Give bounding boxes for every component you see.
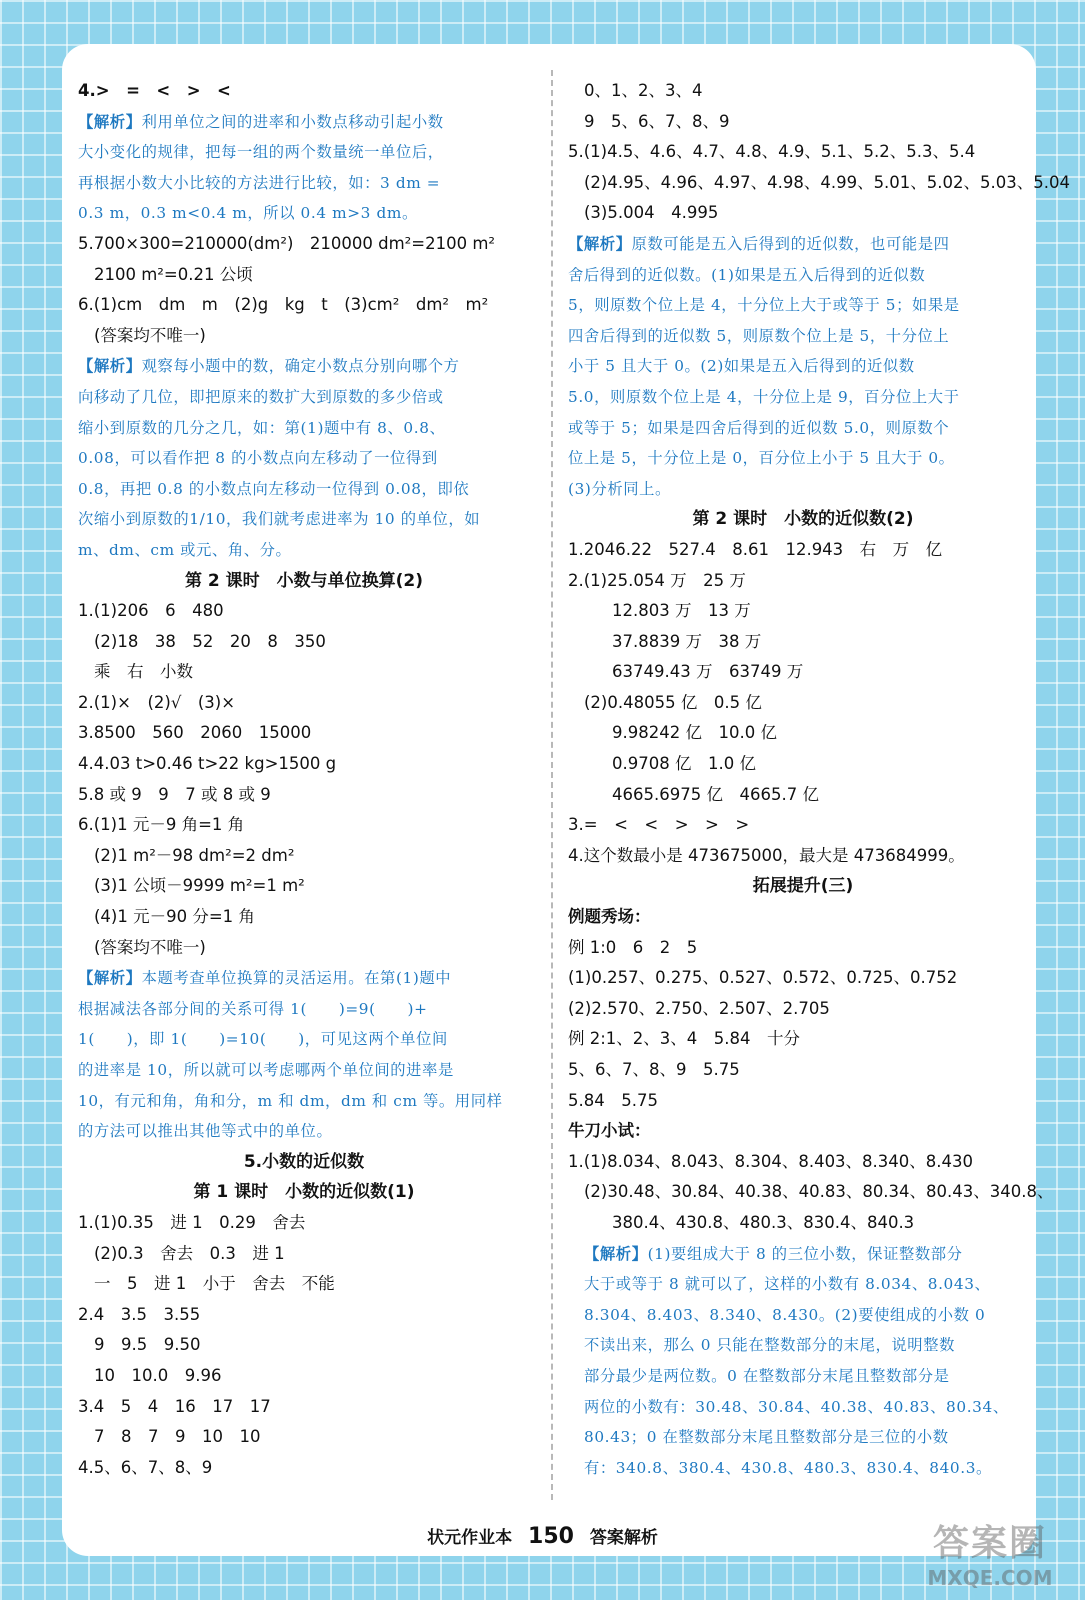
analysis-tag: 【解析】 bbox=[78, 969, 142, 988]
line-text: (答案均不唯一) bbox=[94, 325, 206, 345]
left-line bbox=[78, 198, 530, 229]
line-text: 大小变化的规律，把每一组的两个数量统一单位后， bbox=[78, 143, 444, 162]
line-text: (1)要组成大于 8 的三位小数，保证整数部分 bbox=[647, 1244, 963, 1263]
line-text: (2)18 38 52 20 8 350 bbox=[94, 631, 326, 651]
right-line bbox=[568, 1392, 1038, 1423]
watermark-logo-text: 答案圈 bbox=[932, 1523, 1047, 1564]
column-divider bbox=[551, 70, 553, 1500]
left-line bbox=[78, 933, 530, 964]
analysis-tag: 【解析】 bbox=[584, 1244, 648, 1263]
line-text: 10 10.0 9.96 bbox=[94, 1365, 222, 1385]
left-line bbox=[78, 841, 530, 872]
line-text: 4665.6975 亿 4665.7 亿 bbox=[612, 784, 819, 804]
left-line bbox=[78, 688, 530, 719]
line-text: 牛刀小试： bbox=[568, 1121, 651, 1141]
line-text: (2)0.48055 亿 0.5 亿 bbox=[584, 692, 762, 712]
left-line bbox=[78, 1055, 530, 1086]
left-line bbox=[78, 229, 530, 260]
left-line bbox=[78, 107, 530, 138]
left-line bbox=[78, 76, 530, 107]
right-line bbox=[568, 229, 1038, 260]
right-line bbox=[568, 351, 1038, 382]
line-text: 12.803 万 13 万 bbox=[612, 601, 751, 621]
line-text: 位上是 5，十分位上是 0，百分位上小于 5 且大于 0。 bbox=[568, 449, 955, 468]
line-text: (2)0.3 舍去 0.3 进 1 bbox=[94, 1243, 285, 1263]
right-line bbox=[568, 749, 1038, 780]
left-line bbox=[78, 474, 530, 505]
line-text: 部分最少是两位数。0 在整数部分末尾且整数部分是 bbox=[584, 1366, 950, 1385]
right-line bbox=[568, 1300, 1038, 1331]
line-text: (3)分析同上。 bbox=[568, 479, 671, 498]
left-line bbox=[78, 902, 530, 933]
right-line bbox=[568, 1361, 1038, 1392]
line-text: 向移动了几位，即把原来的数扩大到原数的多少倍或 bbox=[78, 387, 444, 406]
left-line bbox=[78, 1086, 530, 1117]
line-text: 例 1:0 6 2 5 bbox=[568, 937, 698, 957]
line-text: 4.4.03 t>0.46 t>22 kg>1500 g bbox=[78, 754, 337, 774]
left-line bbox=[78, 627, 530, 658]
left-line bbox=[78, 1208, 530, 1239]
left-line bbox=[78, 1453, 530, 1484]
line-text: 5、6、7、8、9 5.75 bbox=[568, 1060, 740, 1079]
left-line bbox=[78, 413, 530, 444]
left-line bbox=[78, 1361, 530, 1392]
right-line bbox=[568, 1422, 1038, 1453]
line-text: (2)4.95、4.96、4.97、4.98、4.99、5.01、5.02、5.03、5.04 bbox=[584, 172, 1071, 192]
left-line bbox=[78, 657, 530, 688]
line-text: 次缩小到原数的1/10，我们就考虑进率为 10 的单位，如 bbox=[78, 510, 481, 529]
left-line bbox=[78, 1392, 530, 1423]
line-text: 0、1、2、3、4 bbox=[584, 81, 703, 100]
left-line bbox=[78, 1422, 530, 1453]
line-text: (2)1 m²－98 dm²=2 dm² bbox=[94, 845, 295, 865]
line-text: 或等于 5；如果是四舍后得到的近似数 5.0，则原数个 bbox=[568, 418, 950, 437]
right-line bbox=[568, 1024, 1038, 1055]
line-text: 5，则原数个位上是 4，十分位上大于或等于 5；如果是 bbox=[568, 296, 960, 315]
line-text: 小于 5 且大于 0。(2)如果是五入后得到的近似数 bbox=[568, 357, 915, 376]
line-text: 2100 m²=0.21 公顷 bbox=[94, 264, 253, 284]
line-text: (3)1 公顷－9999 m²=1 m² bbox=[94, 876, 305, 896]
line-text: 本题考查单位换算的灵活运用。在第(1)题中 bbox=[141, 969, 452, 988]
line-text: 5.700×300=210000(dm²) 210000 dm²=2100 m² bbox=[78, 233, 496, 253]
line-text: 9 9.5 9.50 bbox=[94, 1335, 201, 1355]
right-line bbox=[568, 933, 1038, 964]
right-line bbox=[568, 443, 1038, 474]
line-text: m、dm、cm 或元、角、分。 bbox=[78, 540, 292, 559]
line-text: 大于或等于 8 就可以了，这样的小数有 8.034、8.043、 bbox=[584, 1275, 991, 1294]
line-text: 380.4、430.8、480.3、830.4、840.3 bbox=[612, 1212, 915, 1232]
right-line bbox=[568, 504, 1038, 535]
right-line bbox=[568, 198, 1038, 229]
line-text: 1.(1)0.35 进 1 0.29 舍去 bbox=[78, 1212, 306, 1232]
line-text: (3)5.004 4.995 bbox=[584, 203, 719, 223]
right-line bbox=[568, 474, 1038, 505]
line-text: 第 1 课时 小数的近似数(1) bbox=[193, 1182, 415, 1203]
line-text: 2.(1)25.054 万 25 万 bbox=[568, 570, 746, 590]
left-line bbox=[78, 168, 530, 199]
right-line bbox=[568, 1269, 1038, 1300]
left-line bbox=[78, 963, 530, 994]
left-line bbox=[78, 443, 530, 474]
right-line bbox=[568, 1453, 1038, 1484]
line-text: 6.(1)cm dm m (2)g kg t (3)cm² dm² m² bbox=[78, 295, 489, 315]
left-line bbox=[78, 810, 530, 841]
right-line bbox=[568, 718, 1038, 749]
line-text: (2)2.570、2.750、2.507、2.705 bbox=[568, 998, 830, 1018]
line-text: 5.0，则原数个位上是 4，十分位上是 9，百分位上大于 bbox=[568, 387, 960, 406]
right-line bbox=[568, 137, 1038, 168]
right-line bbox=[568, 596, 1038, 627]
right-line bbox=[568, 902, 1038, 933]
line-text: 的进率是 10，所以就可以考虑哪两个单位间的进率是 bbox=[78, 1061, 454, 1079]
line-text: 4.5、6、7、8、9 bbox=[78, 1457, 213, 1477]
left-line bbox=[78, 1269, 530, 1300]
line-text: 例题秀场： bbox=[568, 907, 651, 927]
line-text: 5.小数的近似数 bbox=[243, 1151, 365, 1172]
line-text: 4.> = < > < bbox=[78, 81, 231, 100]
right-line bbox=[568, 382, 1038, 413]
line-text: 拓展提升(三) bbox=[752, 876, 854, 897]
line-text: 3.4 5 4 16 17 17 bbox=[78, 1396, 271, 1416]
right-line bbox=[568, 76, 1038, 107]
right-line bbox=[568, 535, 1038, 566]
right-line bbox=[568, 1208, 1038, 1239]
line-text: 根据减法各部分间的关系可得 1( )=9( )+ bbox=[78, 999, 428, 1018]
left-line bbox=[78, 137, 530, 168]
line-text: 9.98242 亿 10.0 亿 bbox=[612, 723, 777, 743]
line-text: 0.3 m，0.3 m<0.4 m，所以 0.4 m>3 dm。 bbox=[78, 204, 418, 223]
left-line bbox=[78, 994, 530, 1025]
left-line bbox=[78, 1330, 530, 1361]
line-text: 8.304、8.403、8.340、8.430。(2)要使组成的小数 0 bbox=[584, 1305, 986, 1324]
line-text: 利用单位之间的进率和小数点移动引起小数 bbox=[141, 112, 444, 131]
left-line bbox=[78, 1300, 530, 1331]
line-text: (答案均不唯一) bbox=[94, 937, 206, 957]
left-column bbox=[78, 76, 530, 1483]
line-text: (4)1 元－90 分=1 角 bbox=[94, 907, 255, 927]
line-text: 1( )，即 1( )=10( )，可见这两个单位间 bbox=[78, 1030, 448, 1049]
line-text: 原数可能是五入后得到的近似数，也可能是四 bbox=[631, 234, 950, 253]
right-line bbox=[568, 1116, 1038, 1147]
left-line bbox=[78, 1177, 530, 1208]
left-line bbox=[78, 1024, 530, 1055]
right-line bbox=[568, 1055, 1038, 1086]
line-text: 观察每小题中的数，确定小数点分别向哪个方 bbox=[141, 357, 460, 376]
analysis-tag: 【解析】 bbox=[568, 234, 632, 253]
line-text: 80.43；0 在整数部分末尾且整数部分是三位的小数 bbox=[584, 1428, 949, 1447]
line-text: 四舍后得到的近似数 5，则原数个位上是 5，十分位上 bbox=[568, 326, 950, 345]
right-line bbox=[568, 994, 1038, 1025]
left-line bbox=[78, 566, 530, 597]
line-text: 10，有元和角，角和分，m 和 dm，dm 和 cm 等。用同样 bbox=[78, 1091, 503, 1110]
line-text: 第 2 课时 小数的近似数(2) bbox=[692, 509, 914, 530]
right-line bbox=[568, 413, 1038, 444]
left-line bbox=[78, 749, 530, 780]
line-text: 0.08，可以看作把 8 的小数点向左移动了一位得到 bbox=[78, 449, 438, 468]
left-line bbox=[78, 260, 530, 291]
left-line bbox=[78, 596, 530, 627]
line-text: 两位的小数有：30.48、30.84、40.38、40.83、80.34、 bbox=[584, 1397, 1009, 1416]
line-text: 4.这个数最小是 473675000，最大是 473684999。 bbox=[568, 845, 965, 865]
right-line bbox=[568, 1239, 1038, 1270]
line-text: (1)0.257、0.275、0.527、0.572、0.725、0.752 bbox=[568, 968, 958, 988]
line-text: 的方法可以推出其他等式中的单位。 bbox=[78, 1122, 333, 1141]
right-line bbox=[568, 566, 1038, 597]
right-line bbox=[568, 841, 1038, 872]
left-line bbox=[78, 1116, 530, 1147]
analysis-tag: 【解析】 bbox=[78, 357, 142, 376]
line-text: 乘 右 小数 bbox=[94, 662, 193, 682]
line-text: 有：340.8、380.4、430.8、480.3、830.4、840.3。 bbox=[584, 1458, 992, 1477]
right-line bbox=[568, 107, 1038, 138]
line-text: 0.9708 亿 1.0 亿 bbox=[612, 754, 756, 774]
right-line bbox=[568, 1086, 1038, 1117]
right-line bbox=[568, 627, 1038, 658]
line-text: 缩小到原数的几分之几，如：第(1)题中有 8、0.8、 bbox=[78, 418, 446, 437]
left-line bbox=[78, 718, 530, 749]
left-line bbox=[78, 351, 530, 382]
line-text: 6.(1)1 元－9 角=1 角 bbox=[78, 815, 245, 835]
line-text: 1.2046.22 527.4 8.61 12.943 右 万 亿 bbox=[568, 539, 943, 559]
line-text: 5.84 5.75 bbox=[568, 1090, 658, 1110]
right-line bbox=[568, 168, 1071, 199]
line-text: 例 2:1、2、3、4 5.84 十分 bbox=[568, 1029, 801, 1049]
line-text: 2.4 3.5 3.55 bbox=[78, 1304, 201, 1324]
line-text: 2.(1)× (2)√ (3)× bbox=[78, 692, 236, 712]
line-text: 第 2 课时 小数与单位换算(2) bbox=[184, 570, 424, 591]
left-line bbox=[78, 321, 530, 352]
line-text: 不读出来，那么 0 只能在整数部分的末尾，说明整数 bbox=[584, 1336, 955, 1355]
line-text: (2)30.48、30.84、40.38、40.83、80.34、80.43、340.8、 bbox=[584, 1182, 1054, 1202]
left-line bbox=[78, 1239, 530, 1270]
right-line bbox=[568, 321, 1038, 352]
right-line bbox=[568, 260, 1038, 291]
line-text: 63749.43 万 63749 万 bbox=[612, 662, 804, 682]
right-line bbox=[568, 963, 1038, 994]
line-text: 0.8，再把 0.8 的小数点向左移动一位得到 0.08，即依 bbox=[78, 479, 470, 498]
analysis-tag: 【解析】 bbox=[78, 112, 142, 131]
line-text: 5.(1)4.5、4.6、4.7、4.8、4.9、5.1、5.2、5.3、5.4 bbox=[568, 142, 976, 162]
line-text: 1.(1)206 6 480 bbox=[78, 601, 224, 621]
line-text: 5.8 或 9 9 7 或 8 或 9 bbox=[78, 784, 271, 804]
right-column bbox=[568, 76, 1071, 1483]
right-line bbox=[568, 871, 1038, 902]
page-number: 150 bbox=[528, 1524, 574, 1549]
left-line bbox=[78, 1147, 530, 1178]
right-line bbox=[568, 1147, 1038, 1178]
line-text: 3.8500 560 2060 15000 bbox=[78, 723, 312, 743]
line-text: 再根据小数大小比较的方法进行比较，如：3 dm = bbox=[78, 173, 441, 192]
left-line bbox=[78, 290, 530, 321]
footer-book-title: 状元作业本 bbox=[427, 1528, 513, 1548]
left-line bbox=[78, 382, 530, 413]
right-line bbox=[568, 810, 1038, 841]
line-text: 3.= < < > > > bbox=[568, 815, 750, 835]
watermark-url: MXQE.COM bbox=[927, 1566, 1053, 1590]
line-text: 37.8839 万 38 万 bbox=[612, 631, 762, 651]
right-line bbox=[568, 1330, 1038, 1361]
left-line bbox=[78, 780, 530, 811]
right-line bbox=[568, 290, 1038, 321]
site-watermark bbox=[915, 1515, 1065, 1590]
left-line bbox=[78, 871, 530, 902]
line-text: 1.(1)8.034、8.043、8.304、8.403、8.340、8.430 bbox=[568, 1151, 974, 1171]
right-line bbox=[568, 780, 1038, 811]
left-line bbox=[78, 504, 530, 535]
right-line bbox=[568, 1177, 1054, 1208]
right-line bbox=[568, 657, 1038, 688]
left-line bbox=[78, 535, 530, 566]
line-text: 9 5、6、7、8、9 bbox=[584, 111, 730, 131]
line-text: 舍后得到的近似数。(1)如果是五入后得到的近似数 bbox=[568, 265, 926, 284]
right-line bbox=[568, 688, 1038, 719]
line-text: 7 8 7 9 10 10 bbox=[94, 1427, 261, 1447]
footer-section-title: 答案解析 bbox=[589, 1528, 658, 1548]
line-text: 一 5 进 1 小于 舍去 不能 bbox=[94, 1274, 335, 1294]
